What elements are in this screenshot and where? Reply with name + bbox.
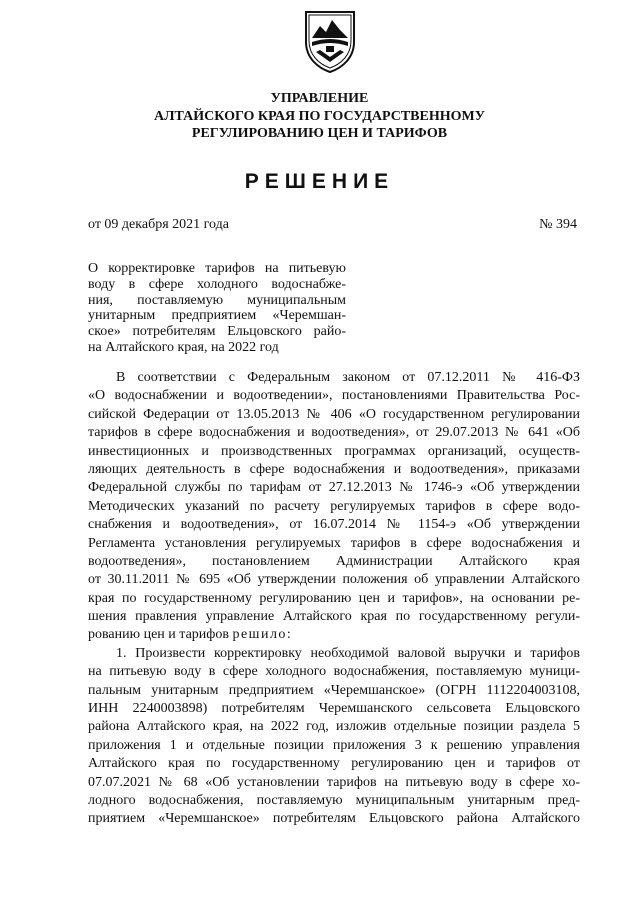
body-line-decided <box>88 626 580 644</box>
body-line: лодного водоснабжения, поставляемую муниципальным унитарным пред- <box>88 792 580 808</box>
body-line: Регламента установления регулируемых тарифов в сфере водоснабжения и <box>88 535 580 551</box>
body-line: 07.07.2021 № 68 «Об установлении тарифов на питьевую воду в сфере хо- <box>88 774 580 790</box>
document-date: от 09 декабря 2021 года <box>88 217 229 232</box>
body-line: Алтайского края по государственному регулированию цен и тарифов от <box>88 756 580 772</box>
body-line: 1. Произвести корректировку необходимой валовой выручки и тарифов <box>116 645 580 661</box>
subject-line: ское» потребителям Ельцовского райо- <box>88 324 346 340</box>
org-line-3: РЕГУЛИРОВАНИЮ ЦЕН И ТАРИФОВ <box>191 126 448 141</box>
document-body <box>88 369 580 829</box>
body-line: шения правления управление Алтайского края по государственному регули- <box>88 609 580 625</box>
body-line: инвестиционных и производственных программах организаций, осуществ- <box>88 443 580 459</box>
subject-line: воду в сфере холодного водоснабже- <box>88 276 346 292</box>
subject-line: ния, поставляемую муниципальным <box>88 292 346 308</box>
body-line: пальным унитарным предприятием «Черемшанское» (ОГРН 1112204003108, <box>88 682 580 698</box>
body-line: района Алтайского края, на 2022 год, изложив отдельные позиции раздела 5 <box>88 719 580 735</box>
body-line: В соответствии с Федеральным законом от 07.12.2011 № 416-ФЗ <box>116 370 580 385</box>
body-line: ИНН 2240003898) потребителям Черемшанского сельсовета Ельцовского <box>88 701 580 717</box>
coat-of-arms-icon <box>302 8 358 74</box>
body-line: на питьевую воду в сфере холодного водоснабжения, поставляемую муници- <box>88 664 580 680</box>
organization-title <box>0 90 639 143</box>
document-number: № 394 <box>539 217 577 232</box>
body-line: приятием «Черемшанское» потребителям Ельцовского района Алтайского <box>88 811 580 827</box>
body-line: Федеральной службы по тарифам от 27.12.2013 № 1746-э «Об утверждении <box>88 480 580 496</box>
body-line: сийской Федерации от 13.05.2013 № 406 «О государственном регулировании <box>88 406 580 422</box>
body-line: приложения 1 и отдельные позиции приложения 3 к решению управления <box>88 737 580 753</box>
subject-line: унитарным предприятием «Черемшан- <box>88 308 346 324</box>
document-type-heading: РЕШЕНИЕ <box>244 170 395 193</box>
body-line: Методических указаний по расчету регулируемых тарифов в сфере водо- <box>88 498 580 514</box>
body-line: снабжения и водоотведения», от 16.07.2014 № 1154-э «Об утверждении <box>88 517 580 533</box>
body-line: тарифов в сфере водоснабжения и водоотведения», от 29.07.2013 № 641 «Об <box>88 425 580 441</box>
org-line-2: АЛТАЙСКОГО КРАЯ ПО ГОСУДАРСТВЕННОМУ <box>154 108 485 124</box>
document-subject <box>88 261 346 356</box>
body-line-text: рованию цен и тарифов <box>88 627 229 643</box>
decided-word: решило: <box>232 627 293 643</box>
body-line: водоотведения», постановлением Администрации Алтайского края <box>88 553 580 569</box>
org-line-1: УПРАВЛЕНИЕ <box>270 91 369 106</box>
body-line: от 30.11.2011 № 695 «Об утверждении положения об управлении Алтайского <box>88 572 580 588</box>
body-line: края по государственному регулированию цен и тарифов», на основании ре- <box>88 590 580 606</box>
body-line: ляющих деятельность в сфере водоснабжения и водоотведения», приказами <box>88 461 580 477</box>
subject-line: О корректировке тарифов на питьевую <box>88 261 346 276</box>
subject-line: на Алтайского края, на 2022 год <box>88 339 279 355</box>
body-line: «О водоснабжении и водоотведении», постановлениями Правительства Рос- <box>88 388 580 404</box>
